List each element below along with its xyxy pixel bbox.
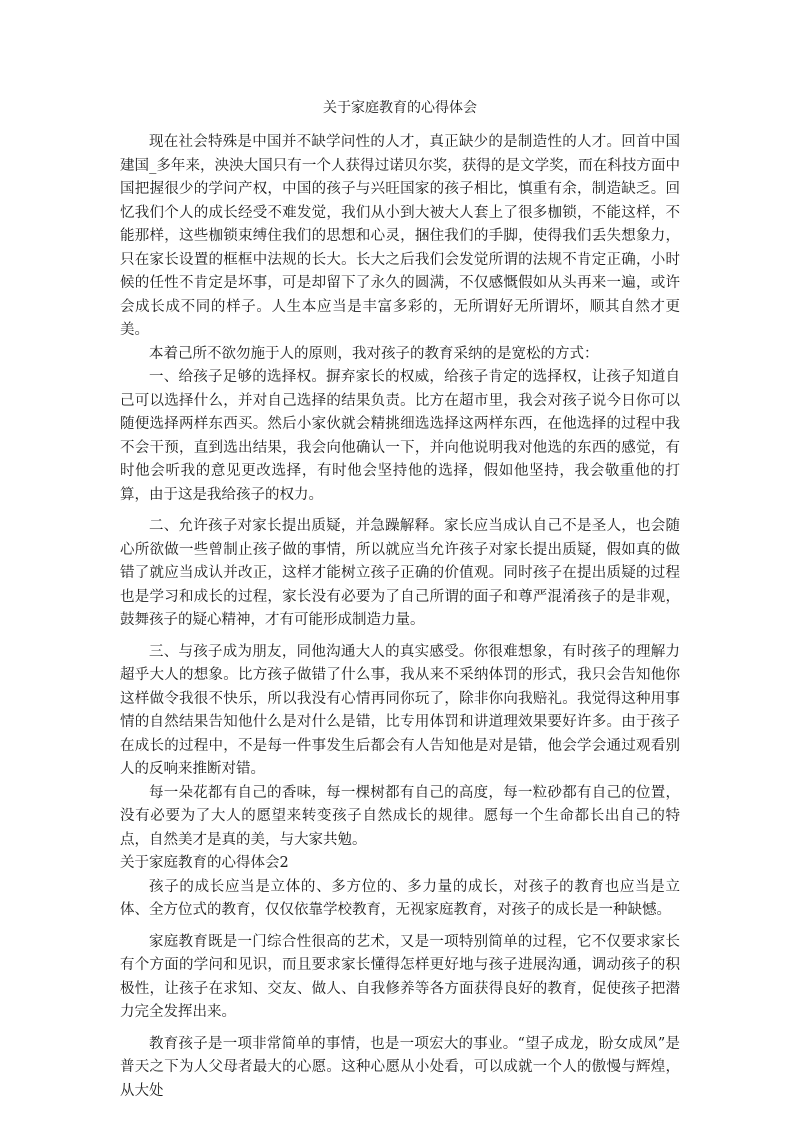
paragraph-intro: 现在社会特殊是中国并不缺学问性的人才，真正缺少的是制造性的人才。回首中国建国_多年来，泱泱大国只有一个人获得过诺贝尔奖，获得的是文学奖，而在科技方面中国把握很少的学问产权，中国的孩子与兴旺国家的孩子相比，慎重有余，制造缺乏。回忆我们个人的成长经受不难发觉，我们从小到大被大人套上了很多枷锁，不能这样，不能那样，这些枷锁束缚住我们的思想和心灵，捆住我们的手脚，使得我们丢失想象力，只在家长设置的框框中法规的长大。长大之后我们会发觉所谓的法规不肯定正确，小时候的任性不肯定是坏事，可是却留下了永久的圆满，不仅感慨假如从头再来一遍，或许会成长成不同的样子。人生本应当是丰富多彩的，无所谓好无所谓坏，顺其自然才更美。 <box>120 134 680 338</box>
paragraph-conclusion: 每一朵花都有自己的香味，每一棵树都有自己的高度，每一粒砂都有自己的位置，没有必要为了大人的愿望来转变孩子自然成长的规律。愿每一个生命都长出自己的特点，自然美才是真的美，与大家共勉。 <box>120 784 680 848</box>
paragraph-section2-intro: 孩子的成长应当是立体的、多方位的、多力量的成长，对孩子的教育也应当是立体、全方位式的教育，仅仅依靠学校教育，无视家庭教育，对孩子的成长是一种缺憾。 <box>120 878 680 918</box>
paragraph-point-three: 三、与孩子成为朋友，同他沟通大人的真实感受。你很难想象，有时孩子的理解力超乎大人的想象。比方孩子做错了什么事，我从来不采纳体罚的形式，我只会告知他你这样做令我很不快乐，所以我没有心情再同你玩了，除非你向我赔礼。我觉得这种用事情的自然结果告知他什么是对什么是错，比专用体罚和讲道理效果要好许多。由于孩子在成长的过程中，不是每一件事发生后都会有人告知他是对是错，他会学会通过观看别人的反响来推断对错。 <box>120 643 680 777</box>
paragraph-point-two: 二、允许孩子对家长提出质疑，并急躁解释。家长应当成认自己不是圣人，也会随心所欲做一些曾制止孩子做的事情，所以就应当允许孩子对家长提出质疑，假如真的做错了就应当成认并改正，这样才能树立孩子正确的价值观。同时孩子在提出质疑的过程也是学习和成长的过程，家长没有必要为了自己所谓的面子和尊严混淆孩子的是非观，鼓舞孩子的疑心精神，才有可能形成制造力量。 <box>120 518 680 628</box>
document-title: 关于家庭教育的心得体会 <box>323 100 477 116</box>
paragraph-section2-art: 家庭教育既是一门综合性很高的艺术，又是一项特别简单的过程，它不仅要求家长有个方面的学问和见识，而且要求家长懂得怎样更好地与孩子进展沟通，调动孩子的积极性，让孩子在求知、交友、做人、自我修养等各方面获得良好的教育，促使孩子把潜力完全发挥出来。 <box>120 933 680 1020</box>
paragraph-principle: 本着己所不欲勿施于人的原则，我对孩子的教育采纳的是宽松的方式： <box>149 345 599 362</box>
section-subtitle: 关于家庭教育的心得体会2 <box>120 855 289 871</box>
paragraph-point-one: 一、给孩子足够的选择权。摒弃家长的权威，给孩子肯定的选择权，让孩子知道自己可以选择什么，并对自己选择的结果负责。比方在超市里，我会对孩子说今日你可以随便选择两样东西买。然后小家伙就会精挑细选选择这两样东西，在他选择的过程中我不会干预，直到选出结果，我会向他确认一下，并向他说明我对他选的东西的感觉，有时他会听我的意见更改选择，有时他会坚持他的选择，假如他坚持，我会敬重他的打算，由于这是我给孩子的权力。 <box>120 369 680 503</box>
paragraph-section2-career: 教育孩子是一项非常简单的事情，也是一项宏大的事业。“望子成龙，盼女成凤”是普天之下为人父母者最大的心愿。这种心愿从小处看，可以成就一个人的傲慢与辉煌，从大处 <box>120 1035 680 1099</box>
